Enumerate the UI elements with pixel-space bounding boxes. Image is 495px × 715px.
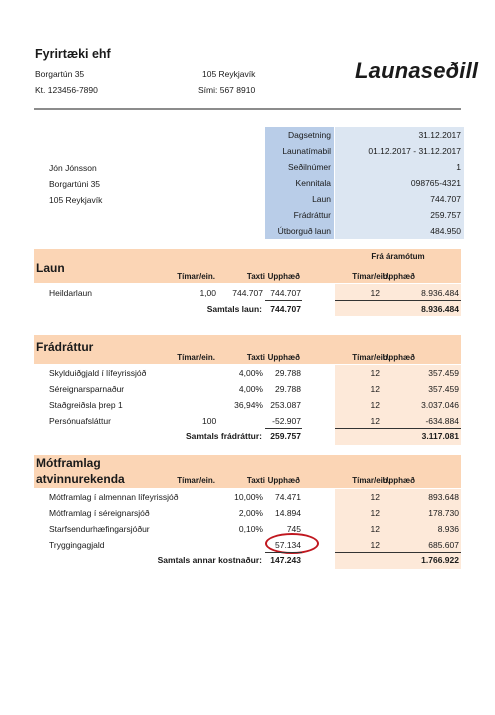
col-header-timar: Tímar/ein. [177,353,215,362]
row-ytd-amount: 8.936.484 [421,288,459,298]
total-amount: 147.243 [270,555,301,565]
row-amount: 744.707 [270,288,301,298]
row-ytd-qty: 12 [370,540,380,550]
info-value: 098765-4321 [335,175,464,191]
info-label: Kennitala [265,175,334,191]
row-amount: 29.788 [275,368,301,378]
row-label: Staðgreiðsla þrep 1 [49,400,123,410]
row-label: Mótframlag í séreignarsjóð [49,508,150,518]
row-label: Persónuafsláttur [49,416,111,426]
info-value: 31.12.2017 [335,127,464,143]
ytd-total-amount: 1.766.922 [421,555,459,565]
col-header-ytd-upphaed: Upphæð [382,353,415,362]
row-label: Skylduiðgjald í lífeyrissjóð [49,368,147,378]
row-ytd-qty: 12 [370,508,380,518]
info-label: Seðilnúmer [265,159,334,175]
info-value: 484.950 [335,223,464,239]
employee-street: Borgartúni 35 [49,179,101,189]
info-value: 1 [335,159,464,175]
row-label: Starfsendurhæfingarsjóður [49,524,150,534]
info-label: Dagsetning [265,127,334,143]
row-rate: 4,00% [238,384,263,394]
col-header-taxti: Taxti [246,476,265,485]
row-amount: -52.907 [272,416,301,426]
row-rate: 10,00% [234,492,263,502]
row-label: Mótframlag í almennan lífeyrissjóð [49,492,179,502]
ytd-total-underline [335,300,461,301]
info-value: 259.757 [335,207,464,223]
row-amount: 253.087 [270,400,301,410]
col-header-ytd-timar: Tímar/ein. [352,476,390,485]
total-underline [265,300,302,301]
col-header-timar: Tímar/ein. [177,272,215,281]
info-label: Útborguð laun [265,223,334,239]
col-header-ytd-timar: Tímar/ein. [352,272,390,281]
row-ytd-qty: 12 [370,368,380,378]
info-value: 01.12.2017 - 31.12.2017 [335,143,464,159]
row-ytd-amount: 178.730 [428,508,459,518]
row-amount: 14.894 [275,508,301,518]
row-rate: 2,00% [238,508,263,518]
row-ytd-qty: 12 [370,288,380,298]
company-city: 105 Reykjavík [202,69,256,79]
info-label: Launatímabil [265,143,334,159]
row-ytd-qty: 12 [370,416,380,426]
col-header-upphaed: Upphæð [267,476,300,485]
col-header-ytd-timar: Tímar/ein. [352,353,390,362]
row-ytd-amount: 357.459 [428,368,459,378]
row-qty: 1,00 [199,288,216,298]
row-ytd-amount: 3.037.046 [421,400,459,410]
row-amount: 57.134 [275,540,301,550]
row-ytd-qty: 12 [370,400,380,410]
col-header-ytd-upphaed: Upphæð [382,272,415,281]
total-amount: 744.707 [270,304,301,314]
row-label: Séreignarsparnaður [49,384,125,394]
row-amount: 74.471 [275,492,301,502]
row-rate: 36,94% [234,400,263,410]
section-title: Frádráttur [36,340,94,354]
row-rate: 0,10% [238,524,263,534]
company-kt: Kt. 123456-7890 [35,85,98,95]
ytd-header: Frá áramótum [371,252,425,261]
total-underline [265,428,302,429]
col-header-timar: Tímar/ein. [177,476,215,485]
employee-city: 105 Reykjavík [49,195,103,205]
col-header-upphaed: Upphæð [267,353,300,362]
info-value: 744.707 [335,191,464,207]
total-underline [265,552,302,553]
page-title: Launaseðill [355,58,479,83]
row-ytd-qty: 12 [370,492,380,502]
row-label: Tryggingagjald [49,540,105,550]
info-label: Laun [265,191,334,207]
total-label: Samtals frádráttur: [185,431,262,441]
col-header-taxti: Taxti [246,272,265,281]
row-ytd-amount: 893.648 [428,492,459,502]
row-ytd-amount: 357.459 [428,384,459,394]
info-label: Frádráttur [265,207,334,223]
ytd-total-amount: 8.936.484 [421,304,459,314]
section-title: Laun [36,261,65,275]
total-label: Samtals laun: [206,304,262,314]
row-amount: 745 [286,524,301,534]
row-ytd-qty: 12 [370,384,380,394]
col-header-taxti: Taxti [246,353,265,362]
section-title: Mótframlag [36,456,101,470]
highlight-circle [265,533,319,554]
row-ytd-amount: 685.607 [428,540,459,550]
col-header-upphaed: Upphæð [267,272,300,281]
total-label: Samtals annar kostnaður: [157,555,262,565]
company-street: Borgartún 35 [35,69,85,79]
employee-name: Jón Jónsson [49,163,97,173]
row-rate: 744.707 [232,288,263,298]
col-header-ytd-upphaed: Upphæð [382,476,415,485]
ytd-total-amount: 3.117.081 [421,431,459,441]
section-title-line2: atvinnurekenda [36,472,125,486]
header-divider [34,108,461,110]
ytd-total-underline [335,428,461,429]
row-ytd-amount: -634.884 [425,416,459,426]
row-label: Heildarlaun [49,288,92,298]
row-qty: 100 [202,416,217,426]
total-amount: 259.757 [270,431,301,441]
row-amount: 29.788 [275,384,301,394]
row-rate: 4,00% [238,368,263,378]
company-phone: Sími: 567 8910 [198,85,256,95]
row-ytd-qty: 12 [370,524,380,534]
company-name: Fyrirtæki ehf [35,47,111,61]
ytd-total-underline [335,552,461,553]
row-ytd-amount: 8.936 [437,524,459,534]
